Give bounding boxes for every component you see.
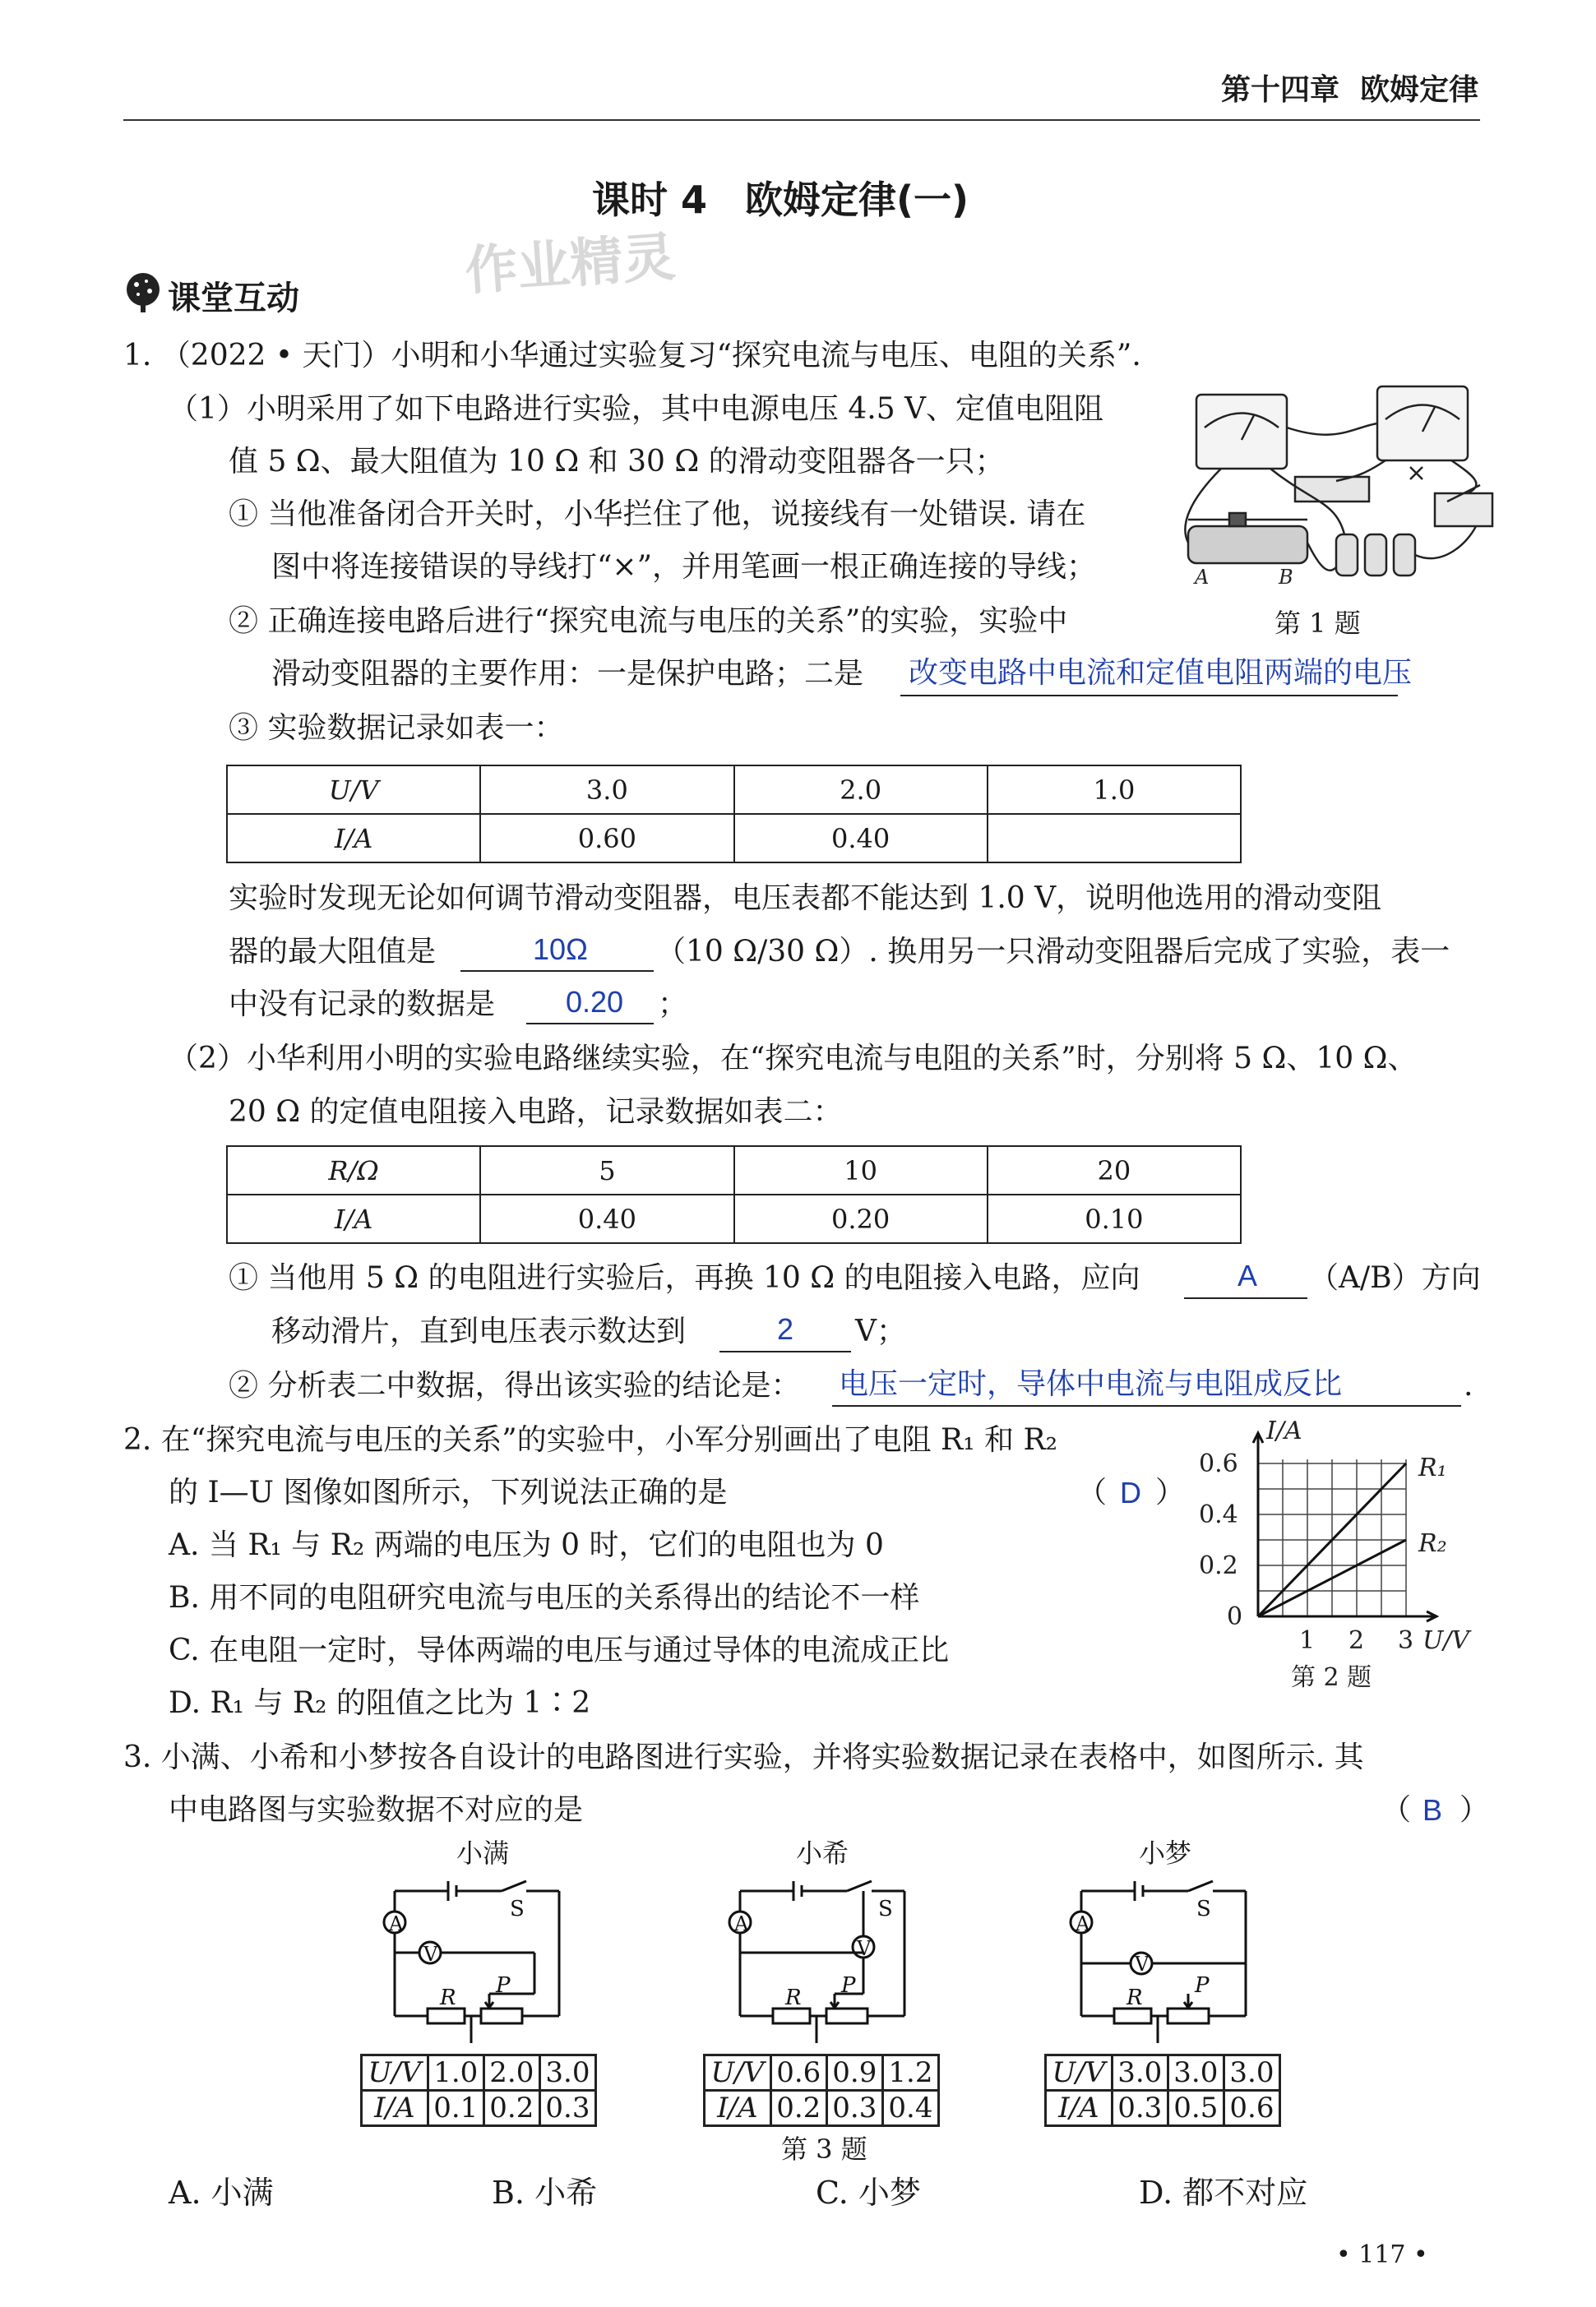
circuit-table-cell: 3.0 xyxy=(1224,2055,1279,2091)
circuit-table-cell: 0.1 xyxy=(428,2091,483,2126)
figure3-caption: 第 3 题 xyxy=(781,2134,867,2165)
answer-blank-line xyxy=(1184,1297,1307,1299)
q2-option-d: D. R₁ 与 R₂ 的阻值之比为 1∶2 xyxy=(169,1686,591,1720)
header-rule xyxy=(123,119,1480,121)
circuit-name: 小满 xyxy=(456,1838,510,1869)
table1-cell: 0.40 xyxy=(734,814,988,862)
slider-label: P xyxy=(841,1973,856,1998)
circuit-diagram-xiaoman xyxy=(370,1875,567,2051)
graph-r2-label: R₂ xyxy=(1418,1529,1447,1558)
switch-label: S xyxy=(1196,1897,1211,1921)
circuit-table-xiaomeng xyxy=(1044,2054,1281,2127)
circuit-table-cell: 0.6 xyxy=(770,2055,826,2091)
switch-label: S xyxy=(878,1897,893,1921)
q3-paren-open: （ xyxy=(1381,1793,1412,1827)
q2-line2: 的 I—U 图像如图所示，下列说法正确的是 xyxy=(169,1476,728,1509)
circuit-table-cell: U/V xyxy=(1046,2055,1113,2091)
circuit-name: 小希 xyxy=(796,1838,849,1869)
answer-blank-line xyxy=(719,1351,851,1352)
table2-cell: 0.20 xyxy=(734,1195,988,1243)
q2-paren-open: （ xyxy=(1077,1476,1108,1509)
q2-option-a: A. 当 R₁ 与 R₂ 两端的电压为 0 时，它们的电阻也为 0 xyxy=(169,1528,884,1562)
resistor-label: R xyxy=(785,1986,802,2010)
table1-cell: 3.0 xyxy=(480,765,733,814)
answer-rheostat-role: 改变电路中电流和定值电阻两端的电压 xyxy=(909,655,1413,689)
q1-sub1-line1: ① 当他准备闭合开关时，小华拦住了他，说接线有一处错误. 请在 xyxy=(229,497,1086,531)
answer-max-resistance: 10Ω xyxy=(533,932,588,966)
answer-missing-current: 0.20 xyxy=(566,985,624,1019)
q1-after1-line2b: （10 Ω/30 Ω）. 换用另一只滑动变阻器后完成了实验，表一 xyxy=(656,935,1450,969)
answer-blank-line xyxy=(460,970,654,972)
circuit-diagram-xiaomeng xyxy=(1057,1875,1254,2051)
circuit-table-cell: I/A xyxy=(705,2091,771,2126)
circuit-apparatus-figure xyxy=(1172,378,1501,608)
q3-line1: 3. 小满、小希和小梦按各自设计的电路图进行实验，并将实验数据记录在表格中，如图所示. 其 xyxy=(123,1741,1364,1774)
q2-option-b: B. 用不同的电阻研究电流与电压的关系得出的结论不一样 xyxy=(169,1581,920,1615)
circuit-table-xiaoxi xyxy=(703,2054,940,2127)
q1-p2-sub1-line1b: （A/B）方向 xyxy=(1309,1261,1481,1295)
circuit-table-cell: 0.5 xyxy=(1168,2091,1224,2126)
graph-y-tick: 0 xyxy=(1227,1602,1243,1631)
table1-cell: I/A xyxy=(227,814,480,862)
figure1-caption: 第 1 题 xyxy=(1274,608,1361,639)
table1-cell: 2.0 xyxy=(734,765,988,814)
q3-option-c: C. 小梦 xyxy=(816,2175,921,2211)
table1-cell xyxy=(988,814,1241,862)
table2-cell: 0.40 xyxy=(480,1195,733,1243)
switch-label: S xyxy=(510,1897,525,1921)
circuit-table-cell: 0.3 xyxy=(1112,2091,1168,2126)
q3-option-d: D. 都不对应 xyxy=(1139,2175,1308,2211)
table2-cell: R/Ω xyxy=(227,1146,480,1195)
q1-part2-line1: （2）小华利用小明的实验电路继续实验，在“探究电流与电阻的关系”时，分别将 5 Ω、10 Ω、 xyxy=(169,1042,1418,1075)
table1-cell: U/V xyxy=(227,765,480,814)
table1 xyxy=(226,765,1242,863)
slider-label: P xyxy=(1195,1973,1210,1998)
circuit-table-cell: I/A xyxy=(362,2091,428,2126)
circuit-table-cell: 0.2 xyxy=(483,2091,539,2126)
q2-line1: 2. 在“探究电流与电压的关系”的实验中，小军分别画出了电阻 R₁ 和 R₂ xyxy=(123,1423,1058,1457)
table1-cell: 1.0 xyxy=(988,765,1241,814)
table2-cell: I/A xyxy=(227,1195,480,1243)
q1-p2-sub2: ② 分析表二中数据，得出该实验的结论是： xyxy=(229,1369,801,1403)
circuit-table-cell: 0.9 xyxy=(826,2055,882,2091)
page-number: • 117 • xyxy=(1336,2240,1428,2269)
voltmeter-label: V xyxy=(423,1943,438,1966)
svg-text:B: B xyxy=(1279,566,1293,589)
graph-y-tick: 0.4 xyxy=(1199,1500,1238,1529)
q1-after1-line1: 实验时发现无论如何调节滑动变阻器，电压表都不能达到 1.0 V，说明他选用的滑动变阻 xyxy=(229,881,1382,915)
circuit-table-cell: 0.3 xyxy=(826,2091,882,2126)
circuit-table-cell: 1.0 xyxy=(428,2055,483,2091)
resistor-label: R xyxy=(440,1986,456,2010)
q1-p2-sub1-line1a: ① 当他用 5 Ω 的电阻进行实验后，再换 10 Ω 的电阻接入电路，应向 xyxy=(229,1261,1140,1295)
circuit-table-cell: 0.3 xyxy=(539,2091,595,2126)
q1-after1-line3a: 中没有记录的数据是 xyxy=(229,987,496,1021)
graph-y-label: I/A xyxy=(1266,1417,1302,1445)
q2-paren-close: ） xyxy=(1155,1476,1186,1509)
table1-cell: 0.60 xyxy=(480,814,733,862)
graph-y-tick: 0.2 xyxy=(1199,1551,1238,1580)
section-heading: 课堂互动 xyxy=(168,280,299,317)
q1-p2-sub2-end: . xyxy=(1464,1369,1473,1403)
page-title: 课时 4 欧姆定律(一) xyxy=(592,178,969,222)
circuit-name: 小梦 xyxy=(1139,1838,1192,1869)
q1-sub2-line1: ② 正确连接电路后进行“探究电流与电压的关系”的实验，实验中 xyxy=(229,604,1068,638)
circuit-table-cell: 0.4 xyxy=(882,2091,938,2126)
q1-part2-line2: 20 Ω 的定值电阻接入电路，记录数据如表二： xyxy=(229,1095,843,1129)
circuit-table-cell: 3.0 xyxy=(1112,2055,1168,2091)
circuit-table-cell: 2.0 xyxy=(483,2055,539,2091)
graph-caption: 第 2 题 xyxy=(1291,1663,1372,1692)
q3-paren-close: ） xyxy=(1460,1793,1490,1827)
slider-label: P xyxy=(496,1973,511,1998)
graph-r1-label: R₁ xyxy=(1418,1454,1447,1482)
q2-option-c: C. 在电阻一定时，导体两端的电压与通过导体的电流成正比 xyxy=(169,1634,950,1667)
ammeter-label: A xyxy=(734,1912,749,1935)
ammeter-label: A xyxy=(389,1912,404,1935)
svg-text:A: A xyxy=(1195,566,1210,589)
answer-blank-line xyxy=(832,1405,1461,1407)
circuit-table-cell: U/V xyxy=(705,2055,771,2091)
graph-x-tick: 3 xyxy=(1398,1626,1414,1655)
q1-part1-line2: 值 5 Ω、最大阻值为 10 Ω 和 30 Ω 的滑动变阻器各一只； xyxy=(229,445,1005,479)
q3-option-b: B. 小希 xyxy=(492,2175,598,2211)
table2-cell: 10 xyxy=(734,1146,988,1195)
q1-part1-line1: （1）小明采用了如下电路进行实验，其中电源电压 4.5 V、定值电阻阻 xyxy=(169,392,1104,426)
circuit-table-xiaoman xyxy=(360,2054,597,2127)
voltmeter-label: V xyxy=(1135,1953,1150,1976)
answer-voltage: 2 xyxy=(777,1312,794,1346)
q1-p2-sub1-line2b: V； xyxy=(855,1315,906,1348)
circuit-table-cell: I/A xyxy=(1046,2091,1113,2126)
graph-x-label: U/V xyxy=(1423,1626,1470,1655)
q1-sub3: ③ 实验数据记录如表一： xyxy=(229,711,564,745)
resistor-label: R xyxy=(1126,1986,1143,2010)
q1-after1-line3b: ； xyxy=(658,987,688,1021)
graph-x-tick: 1 xyxy=(1299,1626,1316,1655)
circuit-table-cell: 0.6 xyxy=(1224,2091,1279,2126)
graph-y-tick: 0.6 xyxy=(1199,1449,1238,1478)
voltmeter-label: V xyxy=(857,1937,872,1960)
q1-sub2-line2: 滑动变阻器的主要作用：一是保护电路；二是 xyxy=(271,657,864,691)
q3-option-a: A. 小满 xyxy=(169,2175,274,2211)
table2-cell: 20 xyxy=(988,1146,1241,1195)
q3-answer: B xyxy=(1423,1793,1443,1827)
q1-sub1-line2: 图中将连接错误的导线打“×”，并用笔画一根正确连接的导线； xyxy=(271,550,1096,584)
watermark: 作业精灵 xyxy=(463,227,678,301)
table2-cell: 5 xyxy=(480,1146,733,1195)
table2-cell: 0.10 xyxy=(988,1195,1241,1243)
q1-p2-sub1-line2a: 移动滑片，直到电压表示数达到 xyxy=(271,1315,687,1348)
iu-graph xyxy=(1184,1410,1497,1714)
tree-icon xyxy=(122,271,164,314)
table2 xyxy=(226,1145,1242,1244)
graph-x-tick: 2 xyxy=(1349,1626,1365,1655)
circuit-table-cell: 3.0 xyxy=(1168,2055,1224,2091)
chapter-label: 第十四章 欧姆定律 xyxy=(1221,73,1479,107)
answer-conclusion: 电压一定时，导体中电流与电阻成反比 xyxy=(839,1366,1343,1400)
circuit-table-cell: 1.2 xyxy=(882,2055,938,2091)
circuit-table-cell: 0.2 xyxy=(770,2091,826,2126)
circuit-table-cell: 3.0 xyxy=(539,2055,595,2091)
circuit-table-cell: U/V xyxy=(362,2055,428,2091)
q1-after1-line2a: 器的最大阻值是 xyxy=(229,935,437,969)
q2-answer: D xyxy=(1120,1476,1141,1509)
answer-slide-direction: A xyxy=(1237,1259,1258,1292)
answer-blank-line xyxy=(526,1023,654,1024)
q3-line2: 中电路图与实验数据不对应的是 xyxy=(169,1793,584,1827)
answer-blank-line xyxy=(900,695,1398,696)
circuit-diagram-xiaoxi xyxy=(715,1875,913,2051)
q1-stem: 1. （2022 • 天门）小明和小华通过实验复习“探究电流与电压、电阻的关系”. xyxy=(123,339,1141,372)
ammeter-label: A xyxy=(1076,1912,1090,1935)
